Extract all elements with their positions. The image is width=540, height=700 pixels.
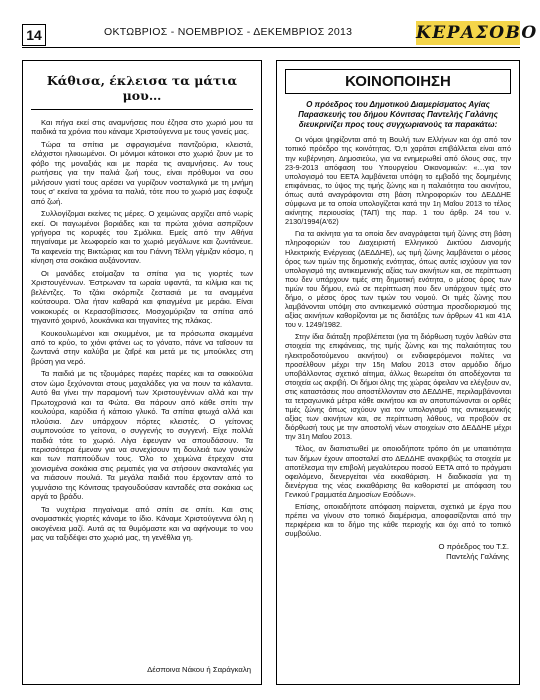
paragraph: Τα νυχτέρια πηγαίναμε από σπίτι σε σπίτι. Και στις ονομαστικές γιορτές κάναμε το ίδιο. Κάναμε Χριστούγεννα όλη η οικογένεια μαζί. Αυτά ας τα θυμόμαστε και να αφήνουμε το νου μας να ταξιδέψει στο χωριό μας, τη γενέθλια γη.	[31, 504, 253, 543]
title-divider	[31, 109, 253, 110]
notice-title: ΚΟΙΝΟΠΟΙΗΣΗ	[285, 69, 511, 94]
paragraph: Επίσης, οποιαδήποτε απόφαση παίρνεται, σχετικά με έργα που πρέπει να γίνουν στο τοπικό διαμέρισμα, αποφασίζονται από την περιφέρεια και το δήμο της κάθε περιοχής και όχι από το τοπικό συμβούλιο.	[285, 502, 511, 539]
notice-signature	[277, 542, 519, 562]
header-divider	[22, 47, 520, 48]
page-number: 14	[22, 24, 46, 46]
paragraph: Οι μανάδες ετοίμαζαν τα σπίτια για τις γιορτές των Χριστουγέννων. Έστρωναν τα ωραία υφαντά, τα κιλίμια και τις βελέντζες. Το τζάκι σκόρπιζε ζεστασιά με τα αναμμένα κούτσουρα. Όλα ήταν καθαρά και φτιαγμένα με μεράκι. Είναι νοικοκυρές οι Κερασοβίτισσες. Μοσχομύριζαν τα σπίτια από τηγανιτό χοιρινό, λουκάνικα και τηγανίτες της πλάκας.	[31, 268, 253, 326]
paragraph: Για τα ακίνητα για τα οποία δεν αναγράφεται τιμή ζώνης στη βάση πληροφοριών του Διαχειριστή Ελληνικού Δικτύου Διανομής Ηλεκτρικής Ενέργειας (ΔΕΔΔΗΕ), ως τιμή ζώνης λαμβάνεται ο μέσος όρος των τιμών της δημοτικής ενότητας, όπως αυτές ισχύουν για τον υπολογισμό της αντικειμενικής αξίας των ακινήτων και, σε περίπτωση που δεν υπάρχουν τιμές στη δημοτική ενότητα, ο μέσος όρος των τιμών του δήμου, ενώ σε περίπτωση που δεν υπάρχουν τιμές στο δήμο, ο μέσος όρος των τιμών του νομού. Οι τιμές ζώνης που λαμβάνονται υπόψη στο αντικειμενικό σύστημα προσδιορισμού της αξίας ακινήτων καθορίζονται με τις διατάξεις των άρθρων 41 και 41Α του ν. 1249/1982.	[285, 229, 511, 330]
article-title: Κάθισα, έκλεισα τα μάτια μου…	[46, 73, 238, 103]
paragraph: Τέλος, αν διαπιστωθεί με οποιοδήποτε τρόπο ότι με υπαιτιότητα των δήμων έχουν αποσταλεί στο ΔΕΔΔΗΕ ανακριβώς τα στοιχεία με αποτέλεσμα την επιβολή μεγαλύτερου ποσού ΕΕΤΑ από το πράγματι οφειλόμενο, διενεργείται νέα εκκαθάριση. Η διαδικασία για τη διενέργεια της νέας εκκαθάρισης θα καθοριστεί με απόφαση του Γενικού Γραμματέα Δημοσίων Εσόδων».	[285, 444, 511, 499]
paragraph: Κουκουλωμένοι και σκυμμένοι, με τα πρόσωπα σκαμμένα από το κρύο, το χιόνι φτάνει ως το γόνατο, πάνε να ταΐσουν τα ζωντανά στην καλύβα με ζαΐρέ και μετά με τις μπούκλες στη βρύση για νερό.	[31, 328, 253, 366]
paragraph: Συλλογίζομαι εκείνες τις μέρες. Ο χειμώνας αρχίζει από νωρίς εκεί. Οι παγωμένοι βοριάδες και τα πρώτα χιόνια ασπρίζουν γρήγορα τις κορυφές του Σμόλικα. Εμείς από την Αθήνα πηγαίναμε με λεωφορείο και το χωριό μεγάλωνε και ζωντάνευε. Τα καφενεία της Βικτώριας και του Γιάννη Τέλλη γέμιζαν κόσμο, η κίνηση στα σοκάκια αυξάνονταν.	[31, 209, 253, 266]
notice-subtitle: Ο πρόεδρος του Δημοτικού Διαμερίσματος Αγίας Παρασκευής του δήμου Κόνιτσας Παντελής Γαλάνης διευκρινίζει προς τους συγχωριανούς τα παρακάτω:	[298, 100, 498, 129]
paragraph: Και πήγα εκεί στις αναμνήσεις που έζησα στο χωριό μου τα παιδικά τα χρόνια που κάναμε Χριστούγεννα με τους γονείς μας.	[31, 118, 253, 137]
left-article	[22, 60, 262, 685]
article-signature: Δέσποινα Νάκου ή Σαράγκαλη	[147, 665, 251, 674]
paragraph: Οι νόμοι ψηφίζονται από τη Βουλή των Ελλήνων και όχι από τον τοπικό πρόεδρο της κοινότητας. Ό,τι χαράτσι επιβάλλεται είναι από την κυβέρνηση. Δημοσιεύω, για να ενημερωθεί από όλους σας, την 23-9-2013 απόφαση του Υπουργείου Οικονομικών: «…για τον υπολογισμό του ΕΕΤΑ λαμβάνεται υπόψη το εμβαδό της δομημένης επιφάνειας, το ύψος της τιμής ζώνης και η παλαιότητα του ακινήτου, όπως αυτά αναγράφονται στη βάση πληροφοριών του ΔΕΔΔΗΕ σύμφωνα με τα οποία υπολογίζεται κατά την 1η Μαΐου 2013 το τέλος ακίνητης περιουσίας (ΤΑΠ) της παρ. 1 του άρθρ. 24 του ν. 2130/1994(Α'62)	[285, 135, 511, 227]
right-article	[276, 60, 520, 685]
newspaper-title: ΚΕΡΑΣΟΒΟ	[416, 23, 538, 43]
paragraph: Τώρα τα σπίτια με σφραγισμένα παντζούρια, κλειστά, ελάχιστοι ηλικιωμένοι. Οι μόνιμοι κάτοικοι στο χωριό ζουν με το φόβο της μοναξιάς και με παρέα τις αναμνήσεις. Αν τους ρωτήσεις για την παλιά ζωή τους, είναι πρόθυμοι να σου μιλήσουν γιατί τους αρέσει να γυρίζουν νοσταλγικά με τη μνήμη τους σ' εκείνα τα χρόνια τα παλιά, τότε που το χωριό μας έσφυζε από ζωή.	[31, 139, 253, 206]
signature-name: Παντελής Γαλάνης	[446, 552, 509, 562]
signature-role: Ο πρόεδρος του Τ.Σ.	[438, 542, 509, 552]
paragraph: Τα παιδιά με τις τζουμάρες παρέες παρέες και τα σακκούλια στον ώμο ξεχύνονται στους μαχαλάδες για να πουν τα κάλαντα. Αυτό θα γίνει την παραμονή των Χριστουγέννων αλλά και την Πρωτοχρονιά και τα Φώτα. Θα πάρουν από κάθε σπίτι την κουλούρα, καρύδια ή κάποιο γλυκό. Τα σπίτια φτωχά αλλά και πλούσια. Δεν υπάρχουν πόρτες κλειστές. Ο γείτονας συμπονούσε το γείτονα, ο συγγενής το συγγενή. Είχε πολλά παιδιά τότε το χωριό. Λίγα έφευγαν να σπουδάσουν. Τα περισσότερα έμεναν για να συνεχίσουν τη δουλειά των γονιών και των παππούδων τους. Όλο το χειμώνα έτρεχαν στα χιονισμένα σοκάκια στις ρεματιές για να στήσουν σκανταλιές για να πιάσουν πουλιά. Τα μεγάλα παιδιά που έρχονταν από το γυμνάσιο της Κόνιτσας τραγουδούσαν κανταδές στα σοκάκια ως αργά το βράδυ.	[31, 369, 253, 502]
page-header	[22, 22, 538, 46]
issue-date: ΟΚΤΩΒΡΙΟΣ - ΝΟΕΜΒΡΙΟΣ - ΔΕΚΕΜΒΡΙΟΣ 2013	[104, 26, 353, 38]
paragraph: Στην ίδια διάταξη προβλέπεται (για τη διόρθωση τυχόν λαθών στα στοιχεία της επιφάνειας, της τιμής ζώνης και της παλαιότητας του ηλεκτροδοτούμενου ακινήτου) οι ενδιαφερόμενοι πολίτες να προσέλθουν μέχρι την 15η Μαΐου 2013 στον αρμόδιο δήμο υποβάλλοντας σχετικό αίτημα, άλλως θεωρείται ότι αποδέχονται τα στοιχεία ως ακριβή. Οι δήμοι όλης της χώρας όφειλαν να ελέγξουν αν, στις καταστάσεις που αποστέλλονταν στο ΔΕΔΔΗΕ, περιλαμβάνονται τα τετραγωνικά μέτρα κάθε ακινήτου και αν αποτυπώνονται οι ορθές τιμές ζώνης όπως ισχύουν για τον υπολογισμό της αντικειμενικής αξίας των ακινήτων και, σε περίπτωση λάθους, να προβούν σε διόρθωσή τους με την αποστολή νέων στοιχείων στο ΔΕΔΔΗΕ μέχρι την 31η Μαΐου 2013.	[285, 332, 511, 442]
notice-body	[277, 135, 519, 538]
article-body	[23, 118, 261, 542]
